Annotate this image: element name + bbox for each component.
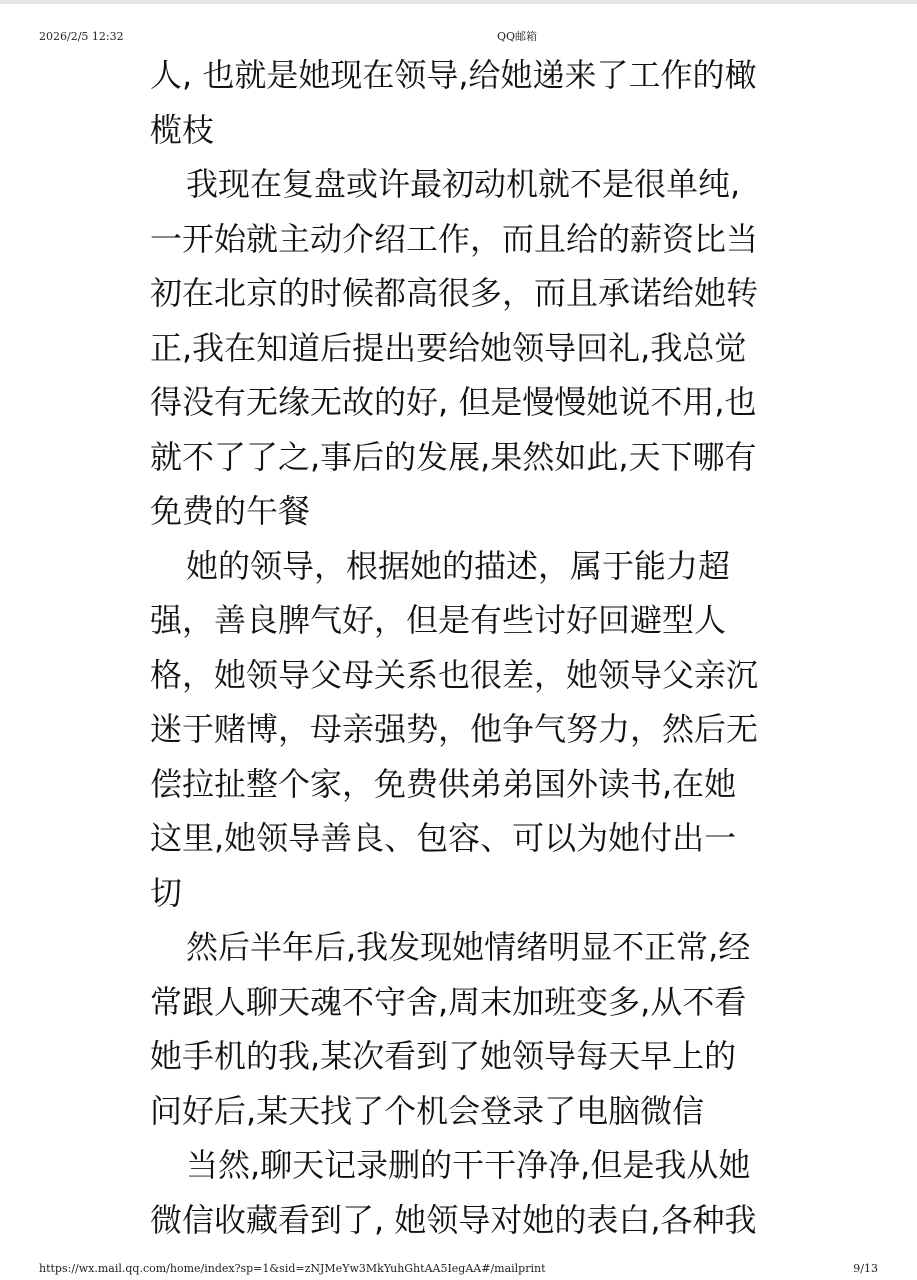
body-line: 我现在复盘或许最初动机就不是很单纯, xyxy=(186,165,741,203)
body-line: 然后半年后,我发现她情绪明显不正常,经 xyxy=(186,928,751,966)
body-line: 偿拉扯整个家，免费供弟弟国外读书,在她 xyxy=(150,764,737,803)
body-line: 正,我在知道后提出要给她领导回礼,我总觉 xyxy=(150,328,747,367)
body-line: 格，她领导父母关系也很差，她领导父亲沉 xyxy=(150,655,759,694)
top-edge-bar xyxy=(0,0,917,4)
body-line: 人, 也就是她现在领导,给她递来了工作的橄 xyxy=(150,56,757,94)
body-line: 榄枝 xyxy=(150,110,215,149)
body-line: 就不了了之,事后的发展,果然如此,天下哪有 xyxy=(150,437,757,476)
body-line: 微信收藏看到了, 她领导对她的表白,各种我 xyxy=(150,1200,757,1239)
body-line: 强，善良脾气好，但是有些讨好回避型人 xyxy=(150,601,727,639)
body-line: 当然,聊天记录删的干干净净,但是我从她 xyxy=(186,1146,751,1184)
body-line: 免费的午餐 xyxy=(150,492,311,530)
body-line: 一开始就主动介绍工作，而且给的薪资比当 xyxy=(150,219,759,258)
body-line: 这里,她领导善良、包容、可以为她付出一 xyxy=(150,819,737,857)
print-datetime: 2026/2/5 12:32 xyxy=(39,30,124,43)
page-number: 9/13 xyxy=(853,1262,878,1275)
print-page-title: QQ邮箱 xyxy=(496,30,538,43)
body-line: 她手机的我,某次看到了她领导每天早上的 xyxy=(150,1037,737,1075)
body-line: 迷于赌博，母亲强势，他争气努力，然后无 xyxy=(150,710,759,748)
body-line: 切 xyxy=(150,873,183,912)
email-body-text xyxy=(150,48,770,1247)
body-line: 初在北京的时候都高很多，而且承诺给她转 xyxy=(150,274,759,312)
body-line: 问好后,某天找了个机会登录了电脑微信 xyxy=(150,1091,705,1130)
body-line: 得没有无缘无故的好, 但是慢慢她说不用,也 xyxy=(150,383,757,421)
body-line: 她的领导，根据她的描述，属于能力超 xyxy=(186,546,731,585)
body-line: 常跟人聊天魂不守舍,周末加班变多,从不看 xyxy=(150,982,747,1021)
print-url: https://wx.mail.qq.com/home/index?sp=1&sid=zNJMeYw3MkYuhGhtAA5IegAA#/mailprint xyxy=(39,1262,546,1275)
